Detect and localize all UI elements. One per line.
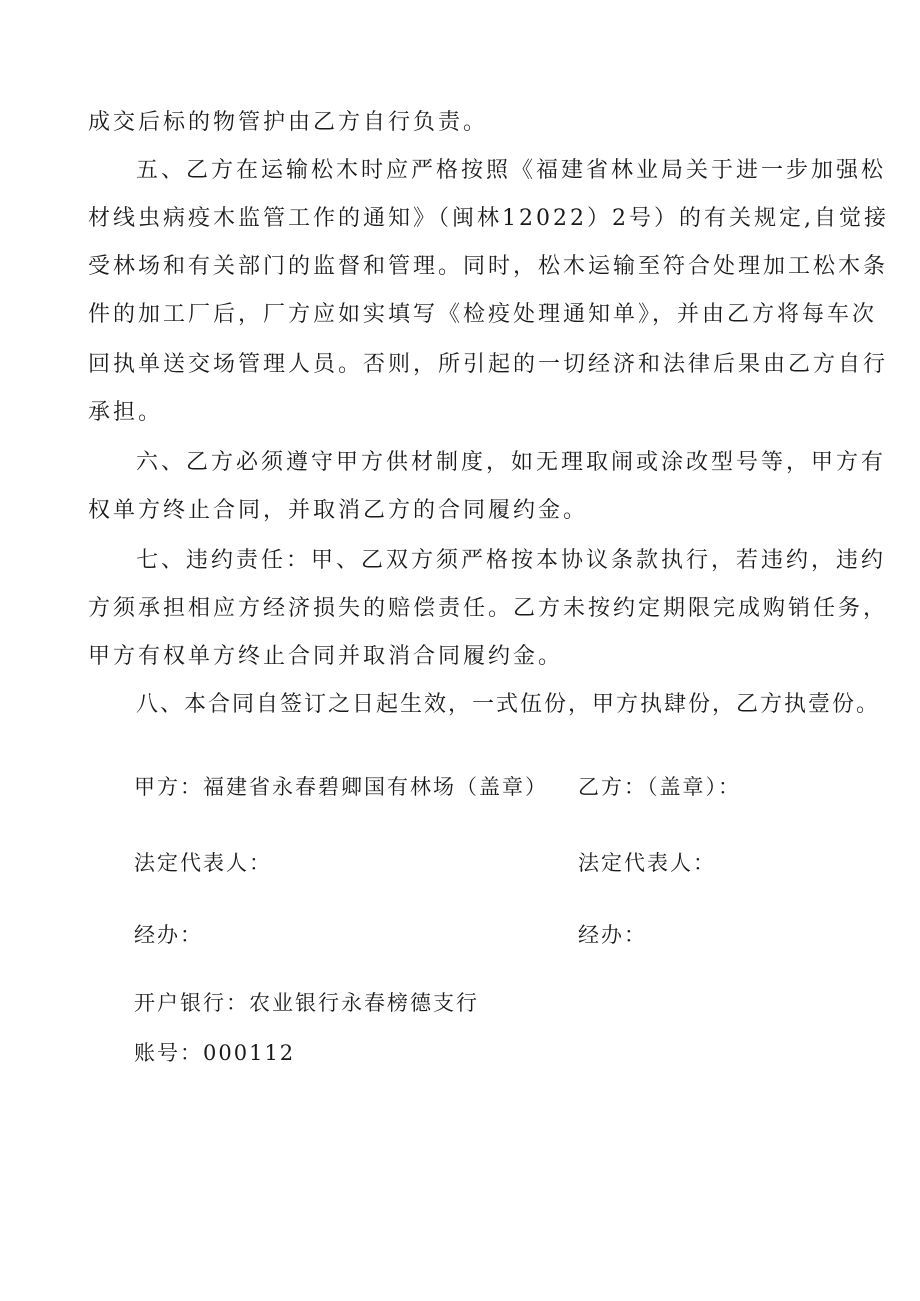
- party-b-label: 乙方：（盖章）：: [578, 775, 741, 799]
- account-number: 账号：000112: [134, 1041, 296, 1065]
- clause-eight-line: 八、本合同自签订之日起生效，一式伍份，甲方执肆份，乙方执壹份。: [136, 692, 881, 717]
- clause-six-line: 六、乙方必须遵守甲方供材制度，如无理取闹或涂改型号等，甲方有: [136, 450, 887, 475]
- party-a-label: 甲方：福建省永春碧卿国有林场（盖章）: [134, 775, 548, 799]
- party-b-handler: 经办：: [578, 923, 647, 947]
- party-b-representative: 法定代表人：: [578, 851, 716, 875]
- paragraph-line: 回执单送交场管理人员。否则，所引起的一切经济和法律后果由乙方自行: [88, 352, 889, 377]
- paragraph-line: 权单方终止合同，并取消乙方的合同履约金。: [88, 498, 589, 523]
- party-a-handler: 经办：: [134, 923, 203, 947]
- clause-seven-line: 七、违约责任：甲、乙双方须严格按本协议条款执行，若违约，违约: [136, 548, 887, 573]
- paragraph-line: 方须承担相应方经济损失的赔偿责任。乙方未按约定期限完成购销任务，: [88, 596, 889, 621]
- party-a-representative: 法定代表人：: [134, 851, 272, 875]
- paragraph-line: 材线虫病疫木监管工作的通知》（闽林12022）2号）的有关规定,自觉接: [88, 206, 889, 231]
- bank-info: 开户银行：农业银行永春榜德支行: [134, 991, 479, 1015]
- paragraph-line: 受林场和有关部门的监督和管理。同时，松木运输至符合处理加工松木条: [88, 254, 889, 279]
- clause-five-line: 五、乙方在运输松木时应严格按照《福建省林业局关于进一步加强松: [136, 158, 887, 183]
- paragraph-line: 甲方有权单方终止合同并取消合同履约金。: [88, 644, 564, 669]
- paragraph-line: 成交后标的物管护由乙方自行负责。: [88, 110, 489, 135]
- paragraph-line: 件的加工厂后，厂方应如实填写《检疫处理通知单》，并由乙方将每车次: [88, 302, 878, 327]
- paragraph-line: 承担。: [88, 400, 164, 425]
